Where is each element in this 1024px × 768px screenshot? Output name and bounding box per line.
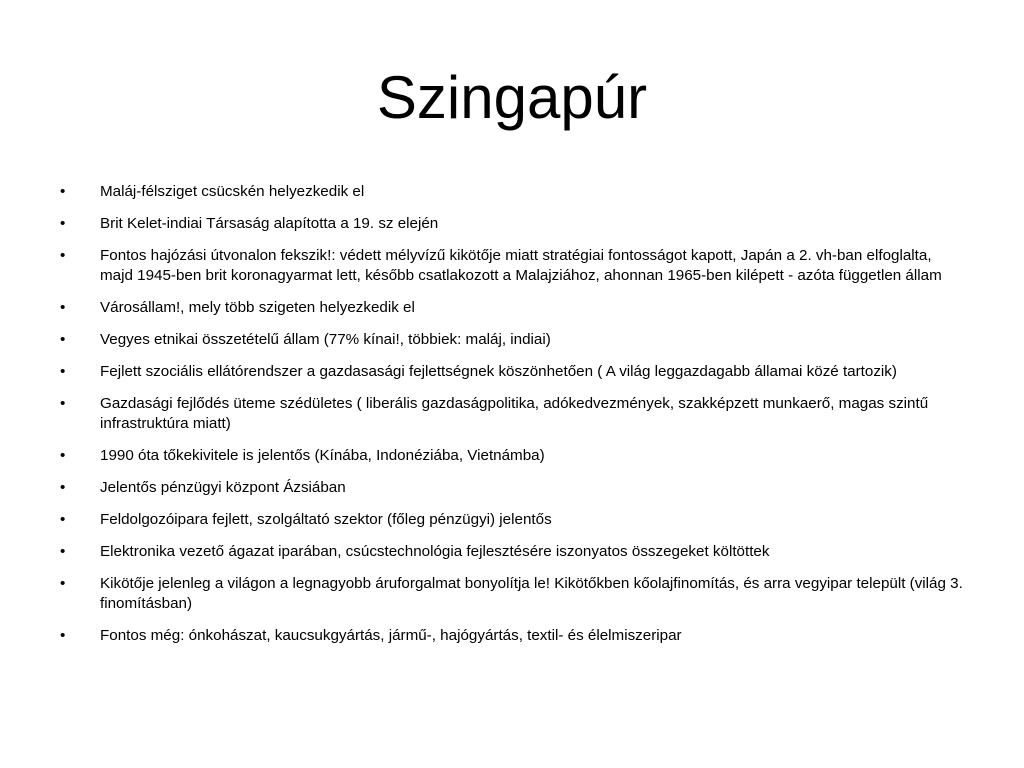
bullet-marker: • <box>60 575 66 592</box>
bullet-marker: • <box>60 627 66 644</box>
bullet-marker: • <box>60 247 66 264</box>
bullet-text: Fontos hajózási útvonalon fekszik!: védett mélyvízű kikötője miatt stratégiai fontosságot kapott, Japán a 2. vh-ban elfoglalta, majd 1945-ben brit koronagyarmat lett, később csatlakozott a Malajziához, ahonnan 1965-ben kilépett - azóta független állam <box>100 247 942 284</box>
bullet-marker: • <box>60 183 66 200</box>
list-item <box>60 542 965 562</box>
list-item <box>60 246 965 286</box>
list-item <box>60 394 965 434</box>
bullet-text: Feldolgozóipara fejlett, szolgáltató szektor (főleg pénzügyi) jelentős <box>100 511 552 528</box>
list-item <box>60 478 965 498</box>
list-item <box>60 446 965 466</box>
bullet-marker: • <box>60 479 66 496</box>
list-item <box>60 182 965 202</box>
bullet-list <box>60 182 965 658</box>
bullet-marker: • <box>60 299 66 316</box>
bullet-text: Vegyes etnikai összetételű állam (77% kínai!, többiek: maláj, indiai) <box>100 331 551 348</box>
bullet-text: Városállam!, mely több szigeten helyezkedik el <box>100 299 415 316</box>
bullet-text: Brit Kelet-indiai Társaság alapította a 19. sz elején <box>100 215 439 232</box>
bullet-text: Elektronika vezető ágazat iparában, csúcstechnológia fejlesztésére iszonyatos összegeket költöttek <box>100 543 770 560</box>
bullet-marker: • <box>60 215 66 232</box>
bullet-text: Jelentős pénzügyi központ Ázsiában <box>100 479 346 496</box>
bullet-text: Fejlett szociális ellátórendszer a gazdasasági fejlettségnek köszönhetően ( A világ leggazdagabb államai közé tartozik) <box>100 363 897 380</box>
list-item <box>60 510 965 530</box>
bullet-marker: • <box>60 447 66 464</box>
bullet-marker: • <box>60 363 66 380</box>
bullet-text: Gazdasági fejlődés üteme szédületes ( liberális gazdaságpolitika, adókedvezmények, szakképzett munkaerő, magas szintű infrastruktúra miatt) <box>100 395 929 432</box>
list-item <box>60 214 965 234</box>
bullet-text: Maláj-félsziget csücskén helyezkedik el <box>100 183 365 200</box>
bullet-marker: • <box>60 543 66 560</box>
bullet-marker: • <box>60 331 66 348</box>
list-item <box>60 298 965 318</box>
list-item <box>60 362 965 382</box>
slide-title: Szingapúr <box>376 64 648 131</box>
bullet-text: 1990 óta tőkekivitele is jelentős (Kínába, Indonéziába, Vietnámba) <box>100 447 545 464</box>
list-item <box>60 330 965 350</box>
bullet-marker: • <box>60 395 66 412</box>
list-item <box>60 626 965 646</box>
bullet-text: Fontos még: ónkohászat, kaucsukgyártás, jármű-, hajógyártás, textil- és élelmiszeripar <box>100 627 682 644</box>
bullet-marker: • <box>60 511 66 528</box>
bullet-text: Kikötője jelenleg a világon a legnagyobb áruforgalmat bonyolítja le! Kikötőkben kőolajfinomítás, és arra vegyipar települt (világ 3. finomításban) <box>100 575 963 612</box>
list-item <box>60 574 965 614</box>
